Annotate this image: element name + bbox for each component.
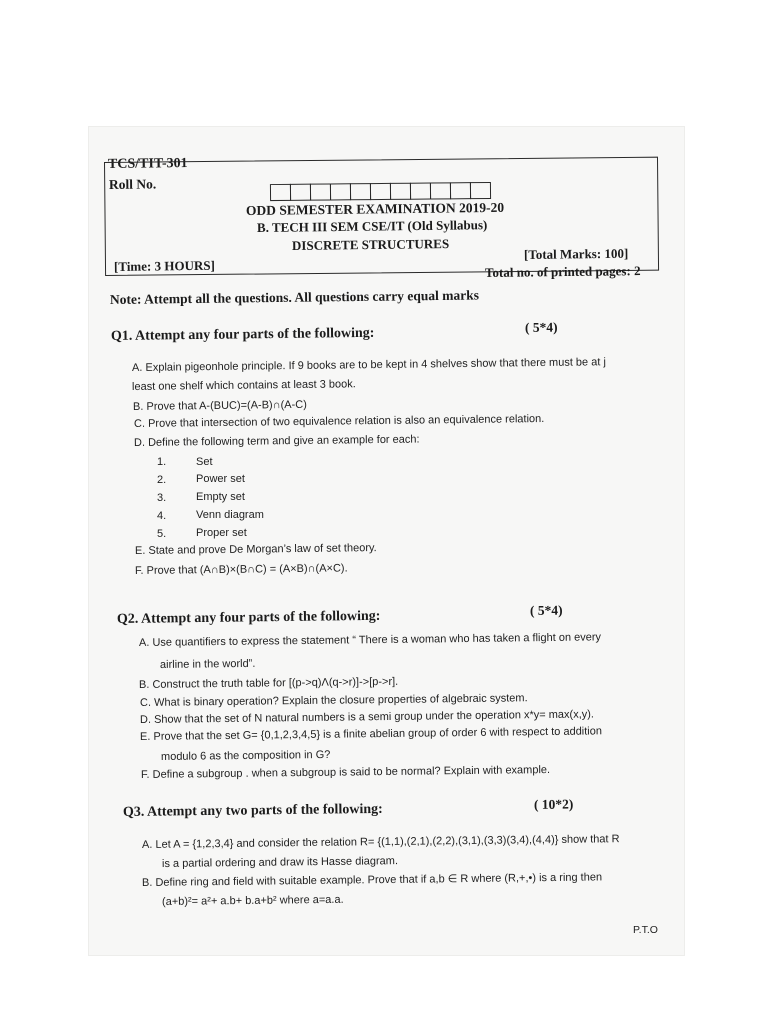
q3-part-a-cont: is a partial ordering and draw its Hasse diagram. — [161, 855, 399, 870]
q2-part-f: F. Define a subgroup . when a subgroup is said to be normal? Explain with example. — [140, 764, 551, 781]
q2-heading: Q2. Attempt any four parts of the following: — [116, 608, 381, 627]
roll-no-boxes — [271, 182, 491, 201]
roll-digit-box — [330, 183, 351, 200]
q1-part-a: A. Explain pigeonhole principle. If 9 books are to be kept in 4 shelves show that there must be at j — [131, 356, 606, 374]
paper-code: TCS/TIT-301 — [107, 156, 188, 172]
q2-part-e: E. Prove that the set G= {0,1,2,3,4,5} is a finite abelian group of order 6 with respect to addition — [139, 725, 603, 743]
q2-marks: ( 5*4) — [529, 602, 563, 618]
roll-digit-box — [370, 183, 391, 200]
q1-part-a-cont: least one shelf which contains at least 3 book. — [131, 378, 356, 393]
roll-no-label: Roll No. — [108, 176, 157, 192]
term-label: Venn diagram — [196, 509, 264, 521]
q3-part-a: A. Let A = {1,2,3,4} and consider the relation R= {(1,1),(2,1),(2,2),(3,1),(3,3)(3,4),(4,4)} show that R — [141, 833, 620, 851]
roll-digit-box — [410, 183, 431, 200]
roll-digit-box — [390, 183, 411, 200]
q1-part-c: C. Prove that intersection of two equivalence relation is also an equivalence relation. — [133, 412, 545, 430]
term-label: Proper set — [196, 527, 247, 539]
term-label: Set — [196, 456, 213, 468]
roll-digit-box — [470, 182, 491, 199]
roll-digit-box — [270, 184, 291, 201]
term-label: Empty set — [196, 491, 245, 503]
q3-heading: Q3. Attempt any two parts of the following: — [122, 801, 383, 820]
q2-part-c: C. What is binary operation? Explain the closure properties of algebraic system. — [139, 692, 528, 709]
term-number: 2. — [157, 474, 167, 486]
q1-part-d: D. Define the following term and give an example for each: — [133, 433, 420, 449]
q1-part-e: E. State and prove De Morgan’s law of set theory. — [134, 542, 377, 557]
q3-part-b-cont: (a+b)²= a²+ a.b+ b.a+b² where a=a.a. — [161, 893, 344, 908]
term-label: Power set — [196, 473, 245, 485]
exam-time: [Time: 3 HOURS] — [113, 257, 215, 274]
exam-note: Note: Attempt all the questions. All questions carry equal marks — [109, 287, 480, 307]
printed-pages: Total no. of printed pages: 2 — [484, 263, 641, 280]
q2-part-a-cont: airline in the world”. — [159, 657, 256, 671]
q3-part-b: B. Define ring and field with suitable example. Prove that if a,b ∈ R where (R,+,•) is a ring then — [141, 871, 603, 889]
term-number: 5. — [157, 528, 167, 540]
q1-marks: ( 5*4) — [524, 319, 558, 335]
roll-digit-box — [430, 182, 451, 199]
term-number: 4. — [157, 510, 167, 522]
term-number: 3. — [157, 492, 167, 504]
total-marks: [Total Marks: 100] — [523, 245, 629, 262]
q2-part-b: B. Construct the truth table for [(p->q)Λ(q->r)]->[p->r]. — [138, 675, 399, 691]
roll-digit-box — [450, 182, 471, 199]
course-line: B. TECH III SEM CSE/IT (Old Syllabus) — [256, 217, 488, 235]
q1-part-b: B. Prove that A-(BUC)=(A-B)∩(A-C) — [132, 398, 307, 413]
q2-part-d: D. Show that the set of N natural numbers is a semi group under the operation x*y= max(x,y). — [139, 708, 595, 726]
q2-part-e-cont: modulo 6 as the composition in G? — [160, 748, 331, 763]
roll-digit-box — [310, 183, 331, 200]
roll-digit-box — [350, 183, 371, 200]
q2-part-a: A. Use quantifiers to express the statement “ There is a woman who has taken a flight on every — [138, 631, 602, 649]
q1-heading: Q1. Attempt any four parts of the following: — [110, 325, 375, 344]
q1-part-f: F. Prove that (A∩B)×(B∩C) = (A×B)∩(A×C). — [134, 562, 348, 577]
exam-title: ODD SEMESTER EXAMINATION 2019-20 — [245, 199, 505, 218]
roll-digit-box — [290, 184, 311, 201]
subject-title: DISCRETE STRUCTURES — [291, 236, 450, 253]
q3-marks: ( 10*2) — [533, 796, 574, 812]
pto-label: P.T.O — [633, 924, 658, 936]
term-number: 1. — [157, 456, 167, 468]
